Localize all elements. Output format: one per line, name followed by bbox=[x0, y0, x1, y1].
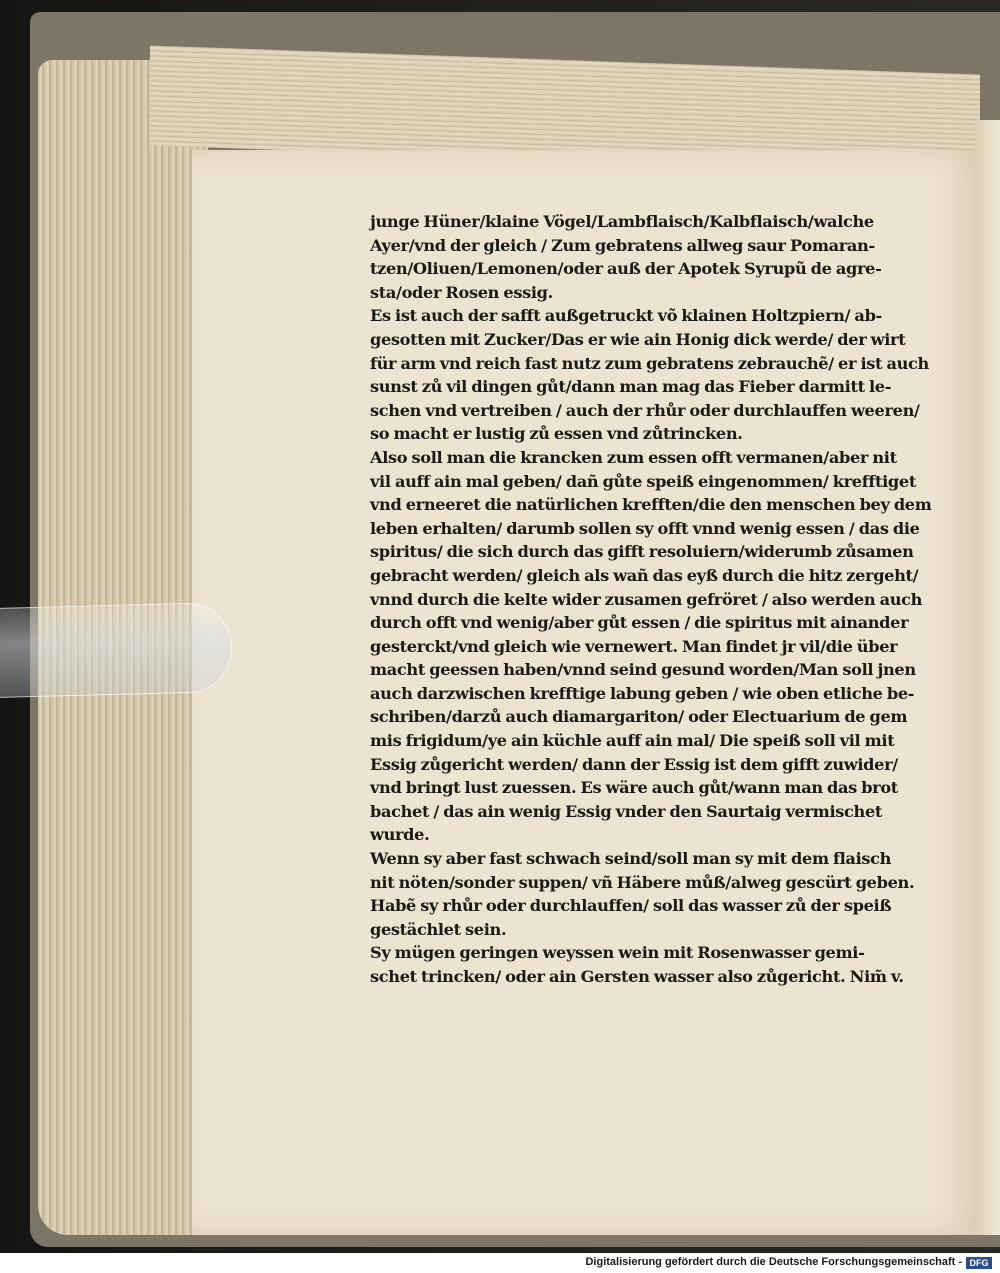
text-line: sunst zů vil dingen gůt/dann man mag das Fieber darmitt le- bbox=[370, 377, 892, 397]
text-line: nit nöten/sonder suppen/ vñ Häbere můß/alweg gescürt geben. bbox=[370, 872, 915, 892]
funding-notice: Digitalisierung gefördert durch die Deutsche Forschungsgemeinschaft - bbox=[585, 1256, 962, 1268]
text-line: gestächlet sein. bbox=[370, 919, 507, 939]
text-line: Sy mügen geringen weyssen wein mit Rosenwasser gemi- bbox=[370, 943, 865, 963]
text-line: Habẽ sy rhůr oder durchlauffen/ soll das wasser zů der speiß bbox=[370, 896, 892, 916]
text-line: Es ist auch der safft außgetruckt võ klainen Holtzpiern/ ab- bbox=[370, 306, 882, 326]
text-line: vil auff ain mal geben/ dañ gůte speiß eingenommen/ krefftiget bbox=[370, 471, 916, 491]
text-line: wurde. bbox=[370, 825, 430, 845]
text-line: tzen/Oliuen/Lemonen/oder auß der Apotek Syrupũ de agre- bbox=[370, 259, 882, 279]
text-line: bachet / das ain wenig Essig vnder den Saurtaig vermischet bbox=[370, 801, 883, 821]
text-line: für arm vnd reich fast nutz zum gebratens zebrauchẽ/ er ist auch bbox=[370, 353, 929, 373]
text-line: durch offt vnd wenig/aber gůt essen / die spiritus mit ainander bbox=[370, 613, 909, 633]
text-line: schen vnd vertreiben / auch der rhůr oder durchlauffen weeren/ bbox=[370, 400, 920, 420]
text-line: junge Hüner/klaine Vögel/Lambflaisch/Kalbflaisch/walche bbox=[370, 212, 874, 231]
text-line: gebracht werden/ gleich als wañ das eyß durch die hitz zergeht/ bbox=[370, 565, 919, 585]
text-line: Wenn sy aber fast schwach seind/soll man sy mit dem flaisch bbox=[370, 849, 892, 869]
glass-ruler bbox=[0, 602, 233, 698]
text-line: vnd erneeret die natürlichen krefften/die den menschen bey dem bbox=[370, 495, 932, 515]
text-line: so macht er lustig zů essen vnd zůtrincken. bbox=[370, 424, 743, 444]
text-line: vnd bringt lust zuessen. Es wäre auch gůt/wann man das brot bbox=[370, 778, 898, 798]
text-line: macht geessen haben/vnnd seind gesund worden/Man soll jnen bbox=[370, 660, 916, 680]
text-line: gesterckt/vnd gleich wie vernewert. Man findet jr vil/die über bbox=[370, 636, 898, 656]
text-line: Ayer/vnd der gleich / Zum gebratens allweg saur Pomaran- bbox=[370, 235, 875, 255]
footer-bar bbox=[0, 1253, 1000, 1273]
text-line: Also soll man die krancken zum essen offt vermanen/aber nit bbox=[370, 447, 897, 467]
text-line: schet trincken/ oder ain Gersten wasser also zůgericht. Nim̃ v. bbox=[370, 967, 904, 986]
text-line: vnnd durch die kelte wider zusamen gefröret / also werden auch bbox=[370, 589, 923, 609]
page-gutter bbox=[975, 120, 1000, 1235]
dfg-logo: DFG bbox=[966, 1257, 992, 1269]
text-line: auch darzwischen krefftige labung geben / wie oben etliche be- bbox=[370, 683, 915, 703]
text-line: spiritus/ die sich durch das gifft resoluiern/widerumb zůsamen bbox=[370, 542, 914, 562]
text-line: gesotten mit Zucker/Das er wie ain Honig dick werde/ der wirt bbox=[370, 329, 906, 349]
page-text bbox=[370, 210, 932, 989]
text-line: leben erhalten/ darumb sollen sy offt vnnd wenig essen / das die bbox=[370, 518, 920, 538]
text-line: sta/oder Rosen essig. bbox=[370, 282, 553, 302]
text-line: mis frigidum/ye ain küchle auff ain mal/ Die speiß soll vil mit bbox=[370, 731, 895, 751]
text-line: schriben/darzů auch diamargariton/ oder Electuarium de gem bbox=[370, 707, 908, 727]
text-line: Essig zůgericht werden/ dann der Essig ist dem gifft zuwider/ bbox=[370, 754, 898, 774]
